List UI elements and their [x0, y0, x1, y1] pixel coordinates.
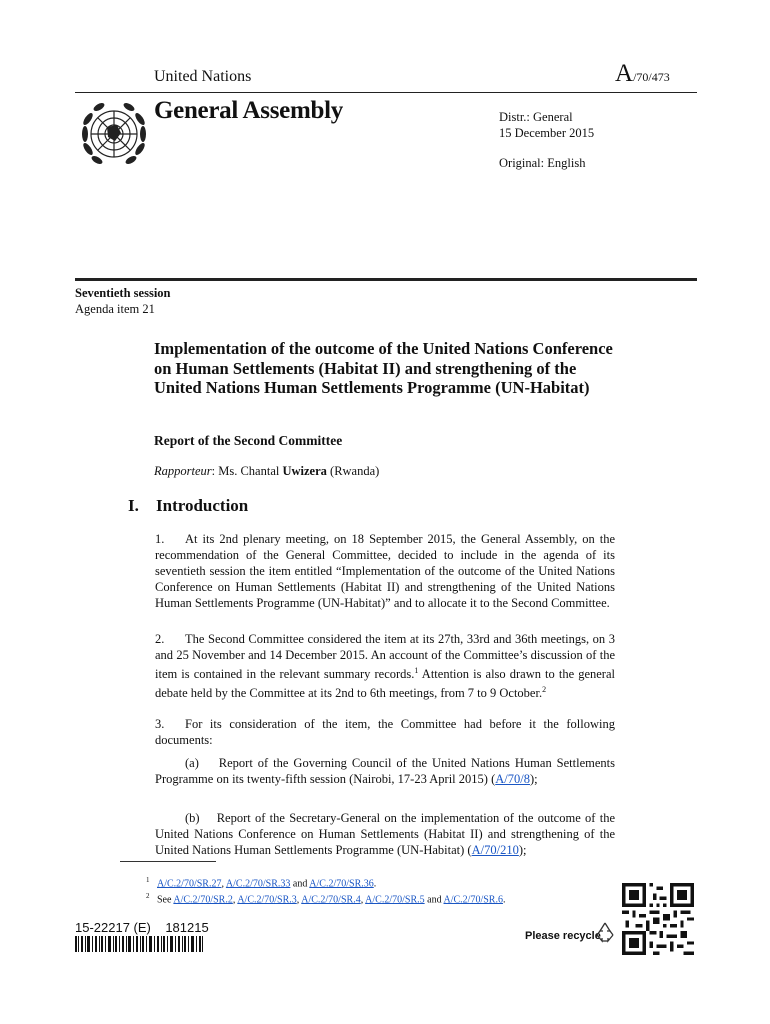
- footnote-link[interactable]: A/C.2/70/SR.2: [173, 894, 233, 906]
- subparagraph-text: Report of the Secretary-General on the implementation of the outcome of the United Nations Conference on Human Settlements (Habitat II) and strengthening of the United Nations Human Settlements Programme (UN-Habitat) (: [155, 811, 615, 857]
- paragraph-text: The Second Committee considered the item at its 27th, 33rd and 36th meetings, on 3 and 25 November and 14 December 2015. An account of the Committee’s discussion of the item is contained in the relevant summary records.: [155, 632, 615, 682]
- symbol-prefix: A: [615, 60, 634, 87]
- agenda-item: Agenda item 21: [75, 302, 155, 316]
- subparagraph-b: [155, 810, 615, 858]
- separator: and: [290, 878, 310, 890]
- issue-date: 15 December 2015: [499, 126, 595, 140]
- session-rule: [75, 278, 697, 281]
- footnote-link[interactable]: A/C.2/70/SR.33: [225, 878, 291, 890]
- subparagraph-end: );: [529, 772, 538, 786]
- un-emblem-icon: [77, 97, 151, 171]
- report-title: Report of the Second Committee: [154, 433, 343, 448]
- footnote-text: See: [157, 894, 174, 906]
- recycle-icon: [593, 920, 617, 944]
- footnote-mark: 1: [146, 876, 150, 884]
- header-rule: [75, 92, 697, 93]
- document-link[interactable]: A/70/210: [471, 843, 519, 857]
- separator: ,: [360, 894, 366, 906]
- paragraph-2: [155, 631, 615, 701]
- paragraph-number: 3.: [155, 717, 165, 731]
- paragraph-number: 1.: [155, 532, 165, 546]
- separator: ,: [232, 894, 238, 906]
- footnote-rule: [120, 861, 216, 862]
- distribution: Distr.: General: [499, 110, 573, 124]
- paragraph-text: At its 2nd plenary meeting, on 18 September 2015, the General Assembly, on the recommendation of the General Committee, decided to include in the agenda of its seventieth session the item entitled “Implementation of the outcome of the United Nations Conference on Human Settlements (Habitat II) and strengthening of the United Nations Human Settlements Programme (UN-Habitat)” and to allocate it to the Second Committee.: [155, 532, 615, 610]
- section-title: Introduction: [156, 496, 249, 515]
- footnote-ref-2[interactable]: 2: [542, 685, 547, 695]
- document-link[interactable]: A/70/8: [495, 772, 530, 786]
- session-name: Seventieth session: [75, 286, 171, 300]
- subparagraph-end: );: [518, 843, 527, 857]
- paragraph-text-cont: Attention is also drawn to the general debate held by the Committee at its 2nd to 6th meetings, from 7 to 9 October.: [155, 667, 615, 701]
- footnote-link[interactable]: A/C.2/70/SR.5: [365, 894, 425, 906]
- footnote-2: [146, 889, 505, 907]
- separator: .: [373, 878, 377, 890]
- footnote-link[interactable]: A/C.2/70/SR.6: [443, 894, 503, 906]
- separator: ,: [296, 894, 302, 906]
- distribution-block: [499, 109, 594, 171]
- section-number: I.: [128, 496, 139, 515]
- session-block: [75, 285, 171, 317]
- paragraph-text: For its consideration of the item, the Committee had before it the following documents:: [155, 717, 615, 747]
- subparagraph-label: (b): [185, 811, 200, 825]
- document-symbol: [615, 60, 670, 88]
- qr-code-icon: [622, 883, 694, 955]
- rapporteur-country: (Rwanda): [326, 464, 380, 478]
- footnote-link[interactable]: A/C.2/70/SR.27: [157, 878, 222, 890]
- footnote-link[interactable]: A/C.2/70/SR.3: [237, 894, 297, 906]
- footnote-link[interactable]: A/C.2/70/SR.4: [301, 894, 361, 906]
- rapporteur-surname: Uwizera: [282, 464, 327, 478]
- paragraph-number: 2.: [155, 632, 165, 646]
- footnote-mark: 2: [146, 892, 150, 900]
- original-language: Original: English: [499, 156, 586, 170]
- recycle-text: Please recycle: [525, 930, 601, 942]
- symbol-rest: /70/473: [633, 70, 670, 84]
- separator: ,: [221, 878, 226, 890]
- body-title: General Assembly: [154, 97, 343, 124]
- subparagraph-text: Report of the Governing Council of the United Nations Human Settlements Programme on its twenty-fifth session (Nairobi, 17-23 April 2015) (: [155, 756, 615, 786]
- subparagraph-label: (a): [185, 756, 199, 770]
- rapporteur-prefix: : Ms. Chantal: [211, 464, 283, 478]
- footnote-ref-1[interactable]: 1: [414, 666, 419, 675]
- separator: .: [502, 894, 506, 906]
- rapporteur-label: Rapporteur: [154, 464, 212, 478]
- separator: and: [424, 894, 444, 906]
- document-number: 15-22217 (E) 181215: [75, 920, 209, 935]
- rapporteur-line: [154, 464, 379, 479]
- paragraph-1: [155, 531, 615, 611]
- footnote-link[interactable]: A/C.2/70/SR.36: [309, 878, 374, 890]
- paragraph-3: [155, 716, 615, 748]
- document-title: Implementation of the outcome of the United Nations Conference on Human Settlements (Habitat II) and strengthening of the United Nations Human Settlements Programme (UN-Habitat): [154, 339, 613, 397]
- subparagraph-a: [155, 755, 615, 787]
- organization-name: United Nations: [154, 68, 252, 85]
- barcode-icon: [75, 936, 203, 952]
